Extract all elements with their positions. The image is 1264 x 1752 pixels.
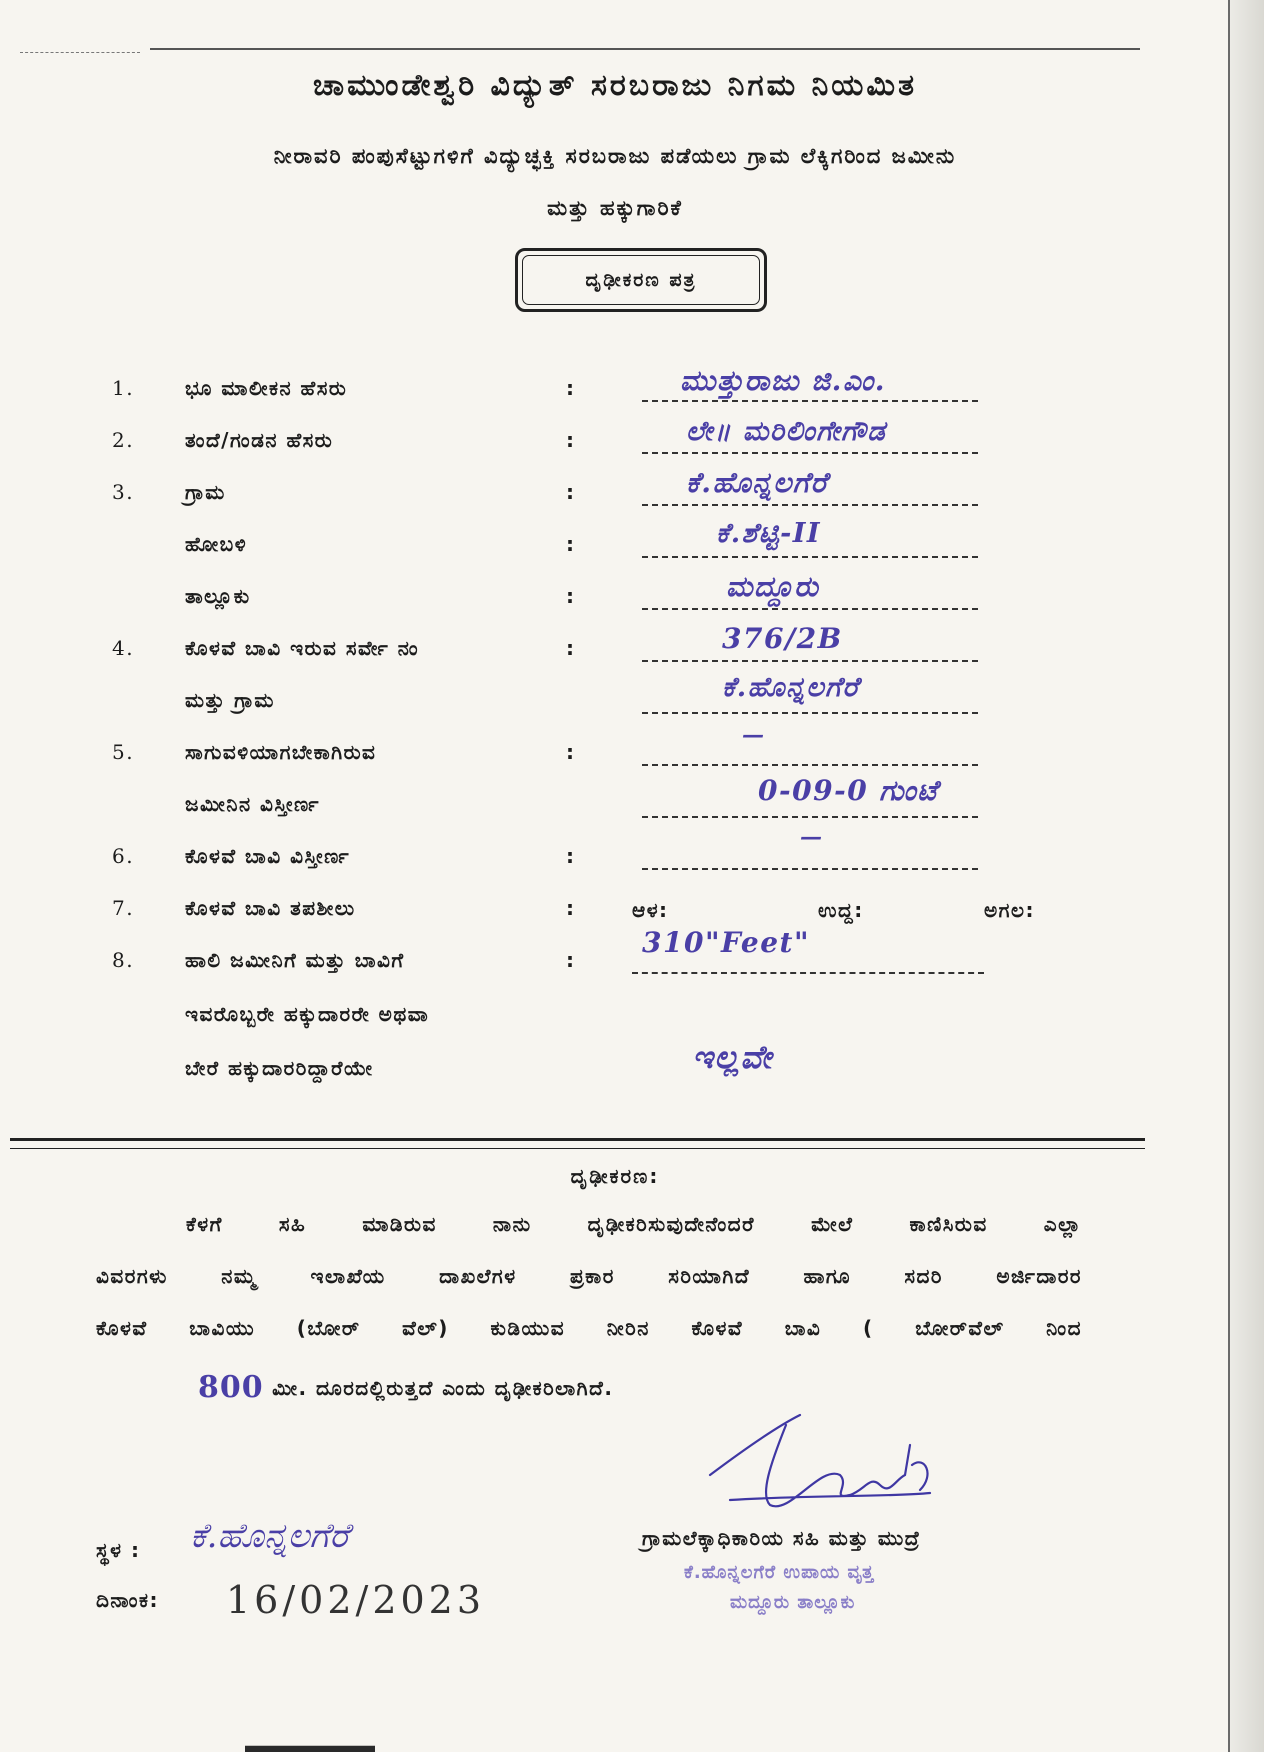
field-value: ಲೇ॥ ಮರಿಲಿಂಗೇಗೌಡ [686, 416, 887, 447]
date-value: 16/02/2023 [226, 1578, 486, 1622]
top-dash [20, 52, 140, 54]
place-label: ಸ್ಥಳ : [96, 1538, 141, 1562]
section-divider [10, 1138, 1145, 1149]
field-value: ಕೆ.ಹೊನ್ನಲಗೆರೆ [686, 466, 829, 499]
field-value: ಮುತ್ತುರಾಜು ಜಿ.ಎಂ. [680, 364, 887, 397]
certification-line4-text: ಮೀ. ದೂರದಲ್ಲಿರುತ್ತದೆ ಎಂದು ದೃಢೀಕರಿಲಾಗಿದೆ. [272, 1376, 614, 1400]
paper-edge [1228, 0, 1264, 1752]
field-label: ಹೋಬಳಿ [185, 532, 248, 556]
field-label: ಸಾಗುವಳಿಯಾಗಬೇಕಾಗಿರುವ [185, 740, 377, 764]
depth-label: ಆಳ: [632, 898, 669, 922]
distance-value: 800 [198, 1370, 264, 1405]
field-colon: : [566, 376, 576, 400]
field-colon: : [566, 740, 576, 764]
cropped-text-fragment [245, 1738, 375, 1752]
field-row-survey [0, 622, 1230, 670]
length-label: ಉದ್ದ: [818, 898, 864, 922]
field-label: ಕೊಳವೆ ಬಾವಿ ಇರುವ ಸರ್ವೇ ನಂ [185, 636, 420, 660]
field-value: 376/2B [722, 622, 843, 655]
certificate-title-box [515, 248, 767, 312]
top-rule [150, 48, 1140, 50]
field-value: ಕೆ.ಹೊನ್ನಲಗೆರೆ [722, 672, 860, 703]
field-row-cultivation [0, 722, 1230, 774]
field-row-survey-village [0, 672, 1230, 722]
subtitle-line2: ಮತ್ತು ಹಕ್ಕುಗಾರಿಕೆ [547, 196, 683, 220]
field-num: 1. [112, 376, 135, 400]
field-line [642, 816, 978, 818]
subtitle-line1: ನೀರಾವರಿ ಪಂಪುಸೆಟ್ಟುಗಳಿಗೆ ವಿದ್ಯುಚ್ಛಕ್ತಿ ಸರಬರಾಜು ಪಡೆಯಲು ಗ್ರಾಮ ಲೆಕ್ಕಿಗರಿಂದ ಜಮೀನು [273, 144, 957, 168]
field-row-hobli [0, 518, 1230, 566]
field-row-ownership [0, 926, 1230, 982]
place-value: ಕೆ.ಹೊನ್ನಲಗೆರೆ [190, 1516, 349, 1556]
signature-caption: ಗ್ರಾಮಲೆಕ್ಕಾಧಿಕಾರಿಯ ಸಹಿ ಮತ್ತು ಮುದ್ರೆ [642, 1526, 921, 1550]
field-row-land-area [0, 774, 1230, 826]
field-num: 2. [112, 428, 135, 452]
field-num: 8. [112, 948, 135, 972]
date-label: ದಿನಾಂಕ: [96, 1588, 159, 1612]
field-row-ownership-2 [0, 996, 1230, 1036]
field-line [642, 452, 978, 454]
field-label: ಹಾಲಿ ಜಮೀನಿಗೆ ಮತ್ತು ಬಾವಿಗೆ [185, 948, 405, 972]
field-row-borewell-area [0, 824, 1230, 878]
field-colon: : [566, 844, 576, 868]
field-line [642, 712, 978, 714]
field-line [642, 504, 978, 506]
stamp-line1: ಕೆ.ಹೊನ್ನಲಗೆರೆ ಉಪಾಯ ವೃತ್ತ [684, 1562, 875, 1583]
field-colon: : [566, 896, 576, 920]
certification-line1: ಕೆಳಗೆ ಸಹಿ ಮಾಡಿರುವ ನಾನು ದೃಢೀಕರಿಸುವುದೇನೆಂದರೆ ಮೇಲೆ ಕಾಣಿಸಿರುವ ಎಲ್ಲಾ [186, 1212, 1082, 1236]
field-num: 5. [112, 740, 135, 764]
certification-line2: ವಿವರಗಳು ನಮ್ಮ ಇಲಾಖೆಯ ದಾಖಲೆಗಳ ಪ್ರಕಾರ ಸರಿಯಾಗಿದೆ ಹಾಗೂ ಸದರಿ ಅರ್ಜಿದಾರರ [96, 1264, 1082, 1288]
field-value: 310"Feet" [642, 926, 811, 959]
field-line [642, 608, 978, 610]
field-value: 0-09-0 ಗುಂಟೆ [758, 774, 939, 807]
field-label: ಮತ್ತು ಗ್ರಾಮ [185, 688, 275, 712]
field-label: ಕೊಳವೆ ಬಾವಿ ವಿಸ್ತೀರ್ಣ [185, 844, 351, 868]
field-label: ತಾಲ್ಲೂಕು [185, 584, 251, 608]
field-label: ತಂದೆ/ಗಂಡನ ಹೆಸರು [185, 428, 334, 452]
certification-line3: ಕೊಳವೆ ಬಾವಿಯು (ಬೋರ್ ವೆಲ್) ಕುಡಿಯುವ ನೀರಿನ ಕೊಳವೆ ಬಾವಿ ( ಬೋರ್‌ವೆಲ್ ನಿಂದ [96, 1316, 1082, 1340]
field-label: ಜಮೀನಿನ ವಿಸ್ತೀರ್ಣ [185, 792, 321, 816]
field-colon: : [566, 428, 576, 452]
field-label: ಭೂ ಮಾಲೀಕನ ಹೆಸರು [185, 376, 348, 400]
field-row-taluk [0, 570, 1230, 618]
field-label: ಕೊಳವೆ ಬಾವಿ ತಪಶೀಲು [185, 896, 356, 920]
field-line [642, 556, 978, 558]
field-line [642, 764, 978, 766]
field-colon: : [566, 532, 576, 556]
field-value: ಕೆ.ಶೆಟ್ಟಿ-II [716, 518, 822, 549]
field-num: 4. [112, 636, 135, 660]
field-row-owner [0, 364, 1230, 410]
field-num: 7. [112, 896, 135, 920]
field-label: ಗ್ರಾಮ [185, 480, 226, 504]
field-line [642, 868, 978, 870]
field-num: 3. [112, 480, 135, 504]
certification-line4 [198, 1368, 613, 1403]
field-colon: : [566, 480, 576, 504]
field-row-village [0, 466, 1230, 514]
certification-title: ದೃಢೀಕರಣ: [570, 1164, 660, 1188]
field-colon: : [566, 584, 576, 608]
field-label: ಬೇರೆ ಹಕ್ಕುದಾರರಿದ್ದಾರೆಯೇ [185, 1056, 374, 1080]
field-colon: : [566, 636, 576, 660]
certificate-title: ದೃಢೀಕರಣ ಪತ್ರ [522, 255, 760, 305]
signature-image [690, 1405, 970, 1525]
field-line [632, 972, 984, 974]
width-label: ಅಗಲ: [984, 898, 1035, 922]
field-line [642, 400, 978, 402]
field-value: ಇಲ್ಲವೇ [692, 1038, 773, 1076]
field-value: — [800, 824, 824, 850]
field-row-borewell-details [0, 890, 1230, 930]
field-num: 6. [112, 844, 135, 868]
field-label: ಇವರೊಬ್ಬರೇ ಹಕ್ಕುದಾರರೇ ಅಥವಾ [185, 1002, 430, 1026]
field-colon: : [566, 948, 576, 972]
field-value: — [742, 722, 766, 748]
stamp-line2: ಮದ್ದೂರು ತಾಲ್ಲೂಕು [730, 1592, 856, 1613]
organization-title: ಚಾಮುಂಡೇಶ್ವರಿ ವಿದ್ಯುತ್ ಸರಬರಾಜು ನಿಗಮ ನಿಯಮಿತ [313, 68, 917, 103]
field-value: ಮದ್ದೂರು [726, 570, 820, 603]
field-row-father [0, 416, 1230, 462]
field-row-other-owners [0, 1038, 1230, 1090]
field-line [642, 660, 978, 662]
